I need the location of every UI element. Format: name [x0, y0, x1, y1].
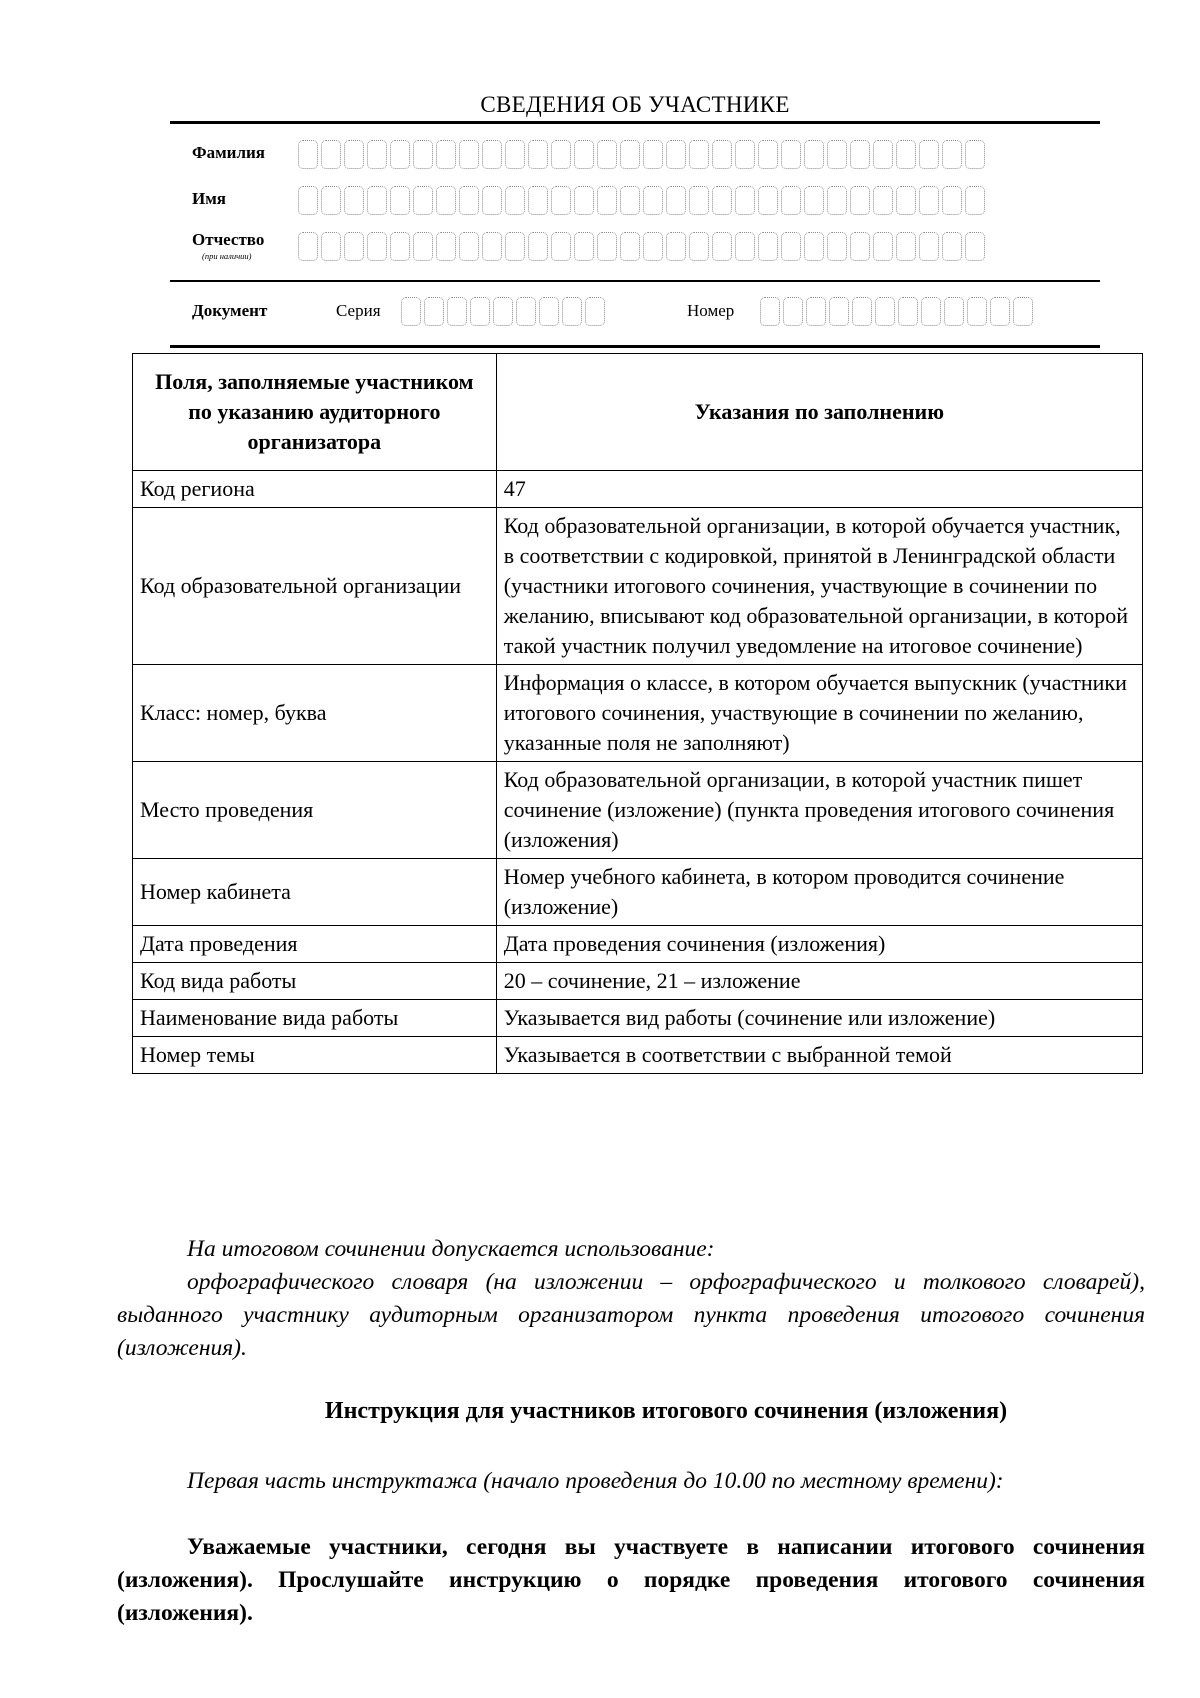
instruction-cell: Код образовательной организации, в которой обучается участник, в соответствии с кодировкой, принятой в Ленинградской области (участники итогового сочинения, участвующие в сочинении по желанию, вписывают код образовательной организации, в которой такой участник получил уведомление на итоговое сочинение) — [496, 508, 1142, 665]
char-cell[interactable] — [620, 140, 640, 169]
char-cell[interactable] — [367, 140, 387, 169]
char-cell[interactable] — [896, 140, 916, 169]
char-cell[interactable] — [965, 186, 985, 215]
char-cell[interactable] — [827, 232, 847, 261]
char-cell[interactable] — [321, 186, 341, 215]
char-cell[interactable] — [850, 232, 870, 261]
char-cell[interactable] — [873, 232, 893, 261]
char-cell[interactable] — [643, 232, 663, 261]
char-cell[interactable] — [528, 140, 548, 169]
char-cell[interactable] — [804, 232, 824, 261]
field-cell: Код образовательной организации — [133, 508, 497, 665]
table-header-row — [133, 354, 1143, 471]
header-instructions: Указания по заполнению — [496, 354, 1142, 471]
char-cell[interactable] — [804, 186, 824, 215]
char-cell[interactable] — [781, 186, 801, 215]
char-cell[interactable] — [505, 140, 525, 169]
patronymic-label: Отчество — [192, 230, 265, 249]
char-cell[interactable] — [344, 232, 364, 261]
char-cell[interactable] — [944, 297, 964, 326]
char-cell[interactable] — [424, 297, 444, 326]
name-cells[interactable] — [298, 186, 985, 215]
char-cell[interactable] — [781, 140, 801, 169]
char-cell[interactable] — [539, 297, 559, 326]
char-cell[interactable] — [921, 297, 941, 326]
char-cell[interactable] — [551, 186, 571, 215]
table-row — [133, 926, 1143, 963]
char-cell[interactable] — [804, 140, 824, 169]
char-cell[interactable] — [321, 140, 341, 169]
char-cell[interactable] — [436, 232, 456, 261]
char-cell[interactable] — [367, 186, 387, 215]
char-cell[interactable] — [806, 297, 826, 326]
char-cell[interactable] — [344, 140, 364, 169]
first-part-note: Первая часть инструктажа (начало проведения до 10.00 по местному времени): — [187, 1468, 1004, 1494]
char-cell[interactable] — [712, 140, 732, 169]
field-cell: Дата проведения — [133, 926, 497, 963]
char-cell[interactable] — [758, 140, 778, 169]
char-cell[interactable] — [896, 232, 916, 261]
char-cell[interactable] — [942, 186, 962, 215]
char-cell[interactable] — [850, 140, 870, 169]
char-cell[interactable] — [898, 297, 918, 326]
instruction-cell: 20 – сочинение, 21 – изложение — [496, 963, 1142, 1000]
char-cell[interactable] — [413, 140, 433, 169]
char-cell[interactable] — [850, 186, 870, 215]
char-cell[interactable] — [712, 232, 732, 261]
char-cell[interactable] — [459, 140, 479, 169]
char-cell[interactable] — [551, 232, 571, 261]
field-cell: Номер темы — [133, 1037, 497, 1074]
char-cell[interactable] — [390, 232, 410, 261]
char-cell[interactable] — [827, 186, 847, 215]
char-cell[interactable] — [758, 232, 778, 261]
char-cell[interactable] — [967, 297, 987, 326]
instruction-cell: Указывается в соответствии с выбранной темой — [496, 1037, 1142, 1074]
table-row — [133, 1037, 1143, 1074]
char-cell[interactable] — [873, 186, 893, 215]
char-cell[interactable] — [942, 140, 962, 169]
char-cell[interactable] — [873, 140, 893, 169]
char-cell[interactable] — [459, 186, 479, 215]
number-cells[interactable] — [760, 297, 1033, 326]
char-cell[interactable] — [390, 186, 410, 215]
instruction-cell: Дата проведения сочинения (изложения) — [496, 926, 1142, 963]
char-cell[interactable] — [574, 140, 594, 169]
field-cell: Код вида работы — [133, 963, 497, 1000]
char-cell[interactable] — [852, 297, 872, 326]
header-fields: Поля, заполняемые участником по указанию аудиторного организатора — [133, 354, 497, 471]
divider-middle — [170, 280, 1100, 282]
char-cell[interactable] — [965, 140, 985, 169]
instruction-cell: 47 — [496, 471, 1142, 508]
char-cell[interactable] — [585, 297, 605, 326]
char-cell[interactable] — [597, 186, 617, 215]
char-cell[interactable] — [298, 186, 318, 215]
char-cell[interactable] — [829, 297, 849, 326]
char-cell[interactable] — [1013, 297, 1033, 326]
char-cell[interactable] — [528, 232, 548, 261]
char-cell[interactable] — [666, 186, 686, 215]
instruction-heading: Инструкция для участников итогового сочинения (изложения) — [324, 1398, 1008, 1424]
surname-label: Фамилия — [192, 143, 266, 162]
char-cell[interactable] — [666, 140, 686, 169]
series-label: Серия — [336, 301, 381, 320]
instruction-cell: Код образовательной организации, в которой участник пишет сочинение (изложение) (пункта проведения итогового сочинения (изложения) — [496, 762, 1142, 859]
field-cell: Место проведения — [133, 762, 497, 859]
char-cell[interactable] — [597, 140, 617, 169]
number-label: Номер — [687, 301, 735, 320]
char-cell[interactable] — [620, 186, 640, 215]
char-cell[interactable] — [574, 232, 594, 261]
char-cell[interactable] — [643, 186, 663, 215]
patronymic-note: (при наличии) — [202, 251, 252, 261]
table-row — [133, 1000, 1143, 1037]
char-cell[interactable] — [551, 140, 571, 169]
char-cell[interactable] — [875, 297, 895, 326]
divider-top — [170, 121, 1100, 124]
table-row — [133, 471, 1143, 508]
char-cell[interactable] — [367, 232, 387, 261]
char-cell[interactable] — [528, 186, 548, 215]
field-cell: Наименование вида работы — [133, 1000, 497, 1037]
document-label: Документ — [192, 301, 268, 320]
char-cell[interactable] — [758, 186, 778, 215]
char-cell[interactable] — [470, 297, 490, 326]
char-cell[interactable] — [689, 140, 709, 169]
char-cell[interactable] — [689, 186, 709, 215]
field-cell: Код региона — [133, 471, 497, 508]
char-cell[interactable] — [827, 140, 847, 169]
char-cell[interactable] — [643, 140, 663, 169]
char-cell[interactable] — [735, 140, 755, 169]
greeting-paragraph: Уважаемые участники, сегодня вы участвуете в написании итогового сочинения (изложения). Прослушайте инструкцию о порядке проведения итогового сочинения (изложения). — [117, 1534, 1145, 1626]
char-cell[interactable] — [781, 232, 801, 261]
allowed-intro: На итоговом сочинении допускается использование: — [187, 1236, 715, 1262]
table-row — [133, 963, 1143, 1000]
table-row — [133, 859, 1143, 926]
patronymic-cells[interactable] — [298, 232, 985, 261]
char-cell[interactable] — [321, 232, 341, 261]
table-row — [133, 665, 1143, 762]
char-cell[interactable] — [574, 186, 594, 215]
series-cells[interactable] — [401, 297, 605, 326]
char-cell[interactable] — [505, 232, 525, 261]
char-cell[interactable] — [482, 140, 502, 169]
field-cell: Номер кабинета — [133, 859, 497, 926]
char-cell[interactable] — [447, 297, 467, 326]
char-cell[interactable] — [735, 186, 755, 215]
char-cell[interactable] — [620, 232, 640, 261]
allowed-text: орфографического словаря (на изложении – орфографического и толкового словарей), выданного участнику аудиторным организатором пункта проведения итогового сочинения (изложения). — [117, 1269, 1145, 1361]
instruction-cell: Информация о классе, в котором обучается выпускник (участники итогового сочинения, участвующие в сочинении по желанию, указанные поля не заполняют) — [496, 665, 1142, 762]
char-cell[interactable] — [562, 297, 582, 326]
char-cell[interactable] — [344, 186, 364, 215]
surname-cells[interactable] — [298, 140, 985, 169]
filling-guide-table — [132, 353, 1143, 1074]
char-cell[interactable] — [760, 297, 780, 326]
instruction-cell: Номер учебного кабинета, в котором проводится сочинение (изложение) — [496, 859, 1142, 926]
char-cell[interactable] — [505, 186, 525, 215]
char-cell[interactable] — [436, 140, 456, 169]
divider-bottom — [170, 345, 1100, 348]
instruction-cell: Указывается вид работы (сочинение или изложение) — [496, 1000, 1142, 1037]
table-row — [133, 508, 1143, 665]
char-cell[interactable] — [942, 232, 962, 261]
char-cell[interactable] — [482, 186, 502, 215]
char-cell[interactable] — [783, 297, 803, 326]
table-row — [133, 762, 1143, 859]
char-cell[interactable] — [516, 297, 536, 326]
char-cell[interactable] — [735, 232, 755, 261]
char-cell[interactable] — [666, 232, 686, 261]
char-cell[interactable] — [401, 297, 421, 326]
char-cell[interactable] — [298, 140, 318, 169]
field-cell: Класс: номер, буква — [133, 665, 497, 762]
char-cell[interactable] — [493, 297, 513, 326]
char-cell[interactable] — [413, 186, 433, 215]
participant-form-title: СВЕДЕНИЯ ОБ УЧАСТНИКЕ — [480, 92, 790, 117]
char-cell[interactable] — [990, 297, 1010, 326]
char-cell[interactable] — [298, 232, 318, 261]
char-cell[interactable] — [436, 186, 456, 215]
char-cell[interactable] — [482, 232, 502, 261]
char-cell[interactable] — [597, 232, 617, 261]
char-cell[interactable] — [919, 186, 939, 215]
char-cell[interactable] — [965, 232, 985, 261]
char-cell[interactable] — [390, 140, 410, 169]
char-cell[interactable] — [919, 232, 939, 261]
name-label: Имя — [192, 189, 226, 208]
char-cell[interactable] — [712, 186, 732, 215]
char-cell[interactable] — [413, 232, 433, 261]
char-cell[interactable] — [919, 140, 939, 169]
char-cell[interactable] — [896, 186, 916, 215]
char-cell[interactable] — [459, 232, 479, 261]
char-cell[interactable] — [689, 232, 709, 261]
